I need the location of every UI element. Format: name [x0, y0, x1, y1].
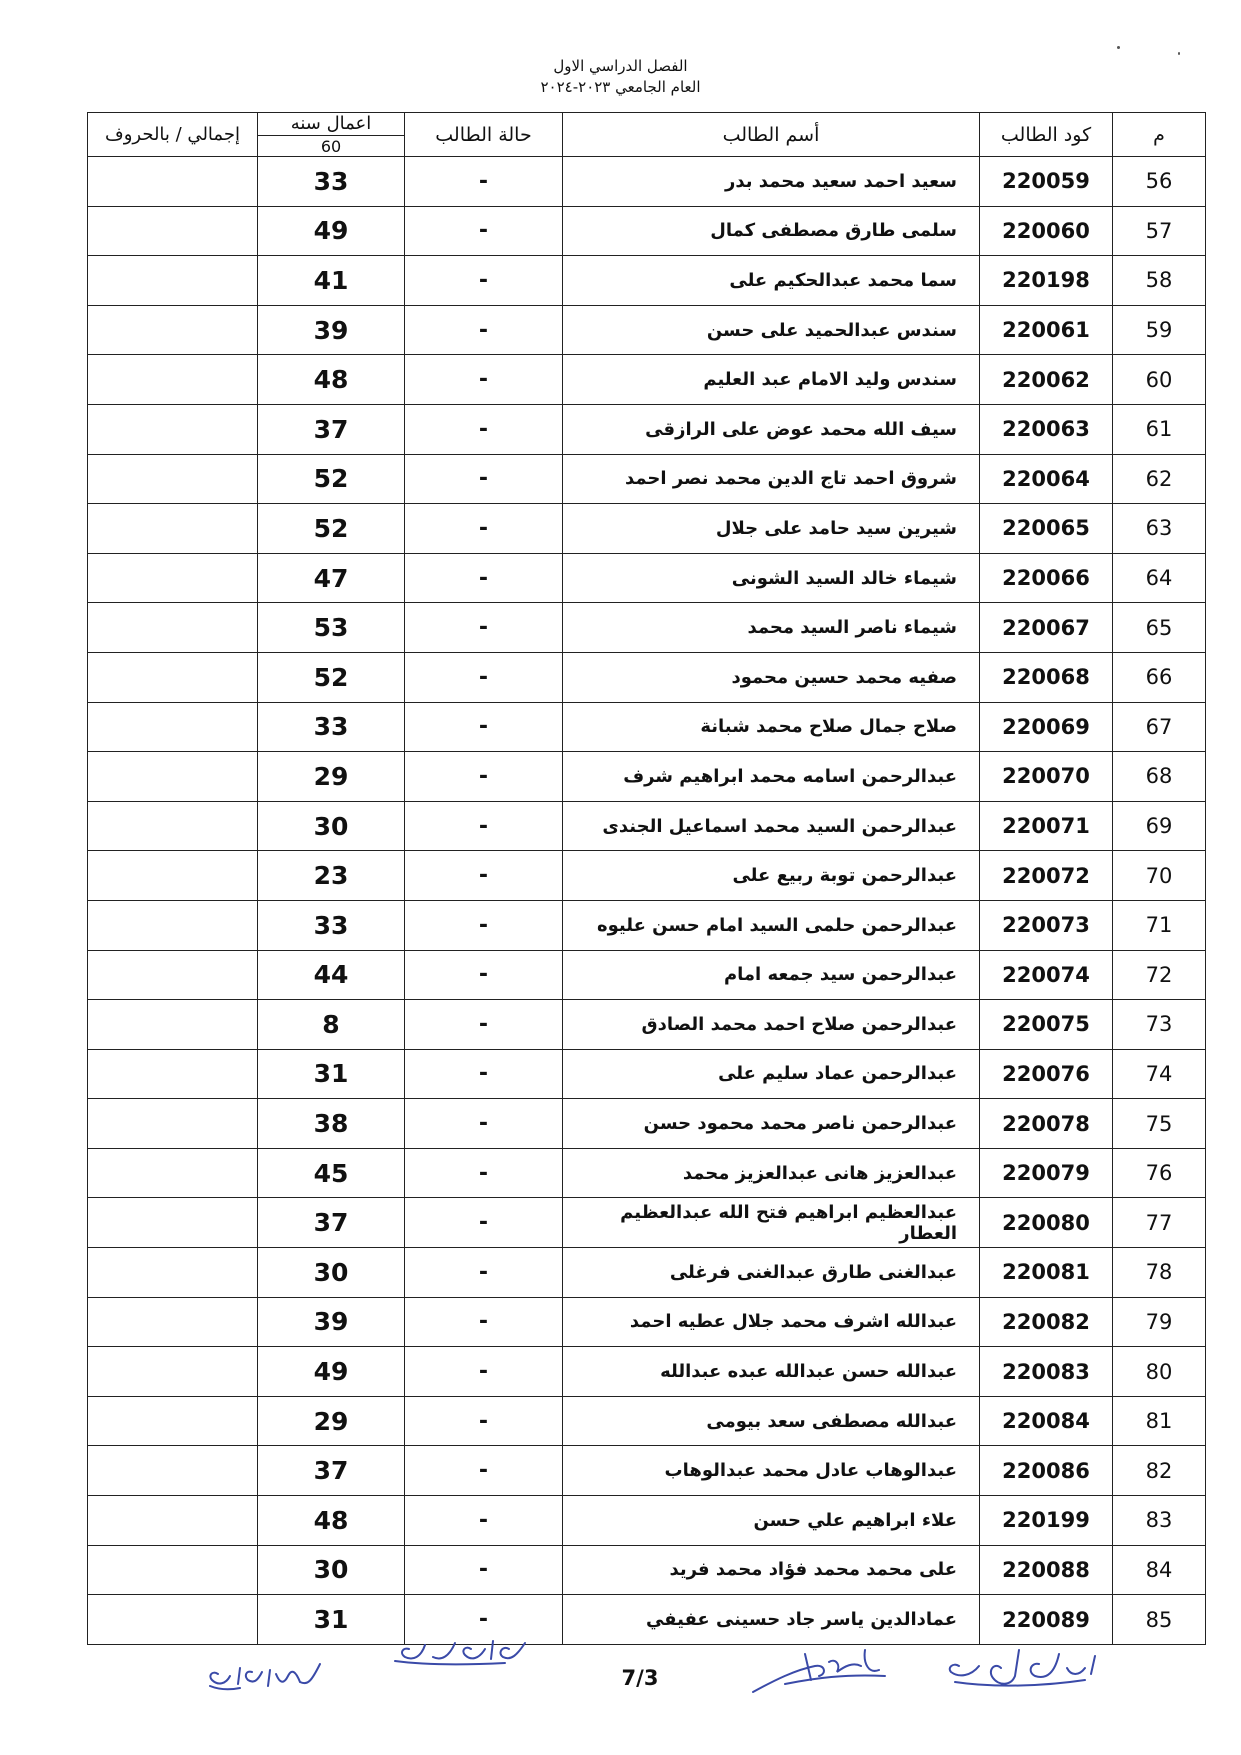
student-status: - [405, 603, 563, 653]
table-row [88, 256, 1206, 306]
total-in-words [88, 652, 258, 702]
year-work-score: 45 [258, 1148, 405, 1198]
total-in-words [88, 1595, 258, 1645]
year-work-score: 48 [258, 355, 405, 405]
row-index: 65 [1113, 603, 1206, 653]
student-code: 220069 [980, 702, 1113, 752]
col-header-name: أسم الطالب [563, 113, 980, 157]
total-in-words [88, 256, 258, 306]
year-work-score: 30 [258, 801, 405, 851]
table-body [88, 157, 1206, 1645]
year-work-score: 33 [258, 702, 405, 752]
row-index: 74 [1113, 1049, 1206, 1099]
student-code: 220079 [980, 1148, 1113, 1198]
student-name: عبدالله مصطفى سعد بيومى [563, 1396, 980, 1446]
student-name: عبدالرحمن عماد سليم على [563, 1049, 980, 1099]
student-code: 220065 [980, 504, 1113, 554]
row-index: 67 [1113, 702, 1206, 752]
table-row [88, 652, 1206, 702]
student-status: - [405, 1297, 563, 1347]
student-name: على محمد محمد فؤاد محمد فريد [563, 1545, 980, 1595]
col-header-work-max: 60 [320, 136, 342, 156]
col-header-total: إجمالي / بالحروف [88, 113, 258, 157]
row-index: 68 [1113, 752, 1206, 802]
year-work-score: 31 [258, 1595, 405, 1645]
student-name: عبدالعزيز هانى عبدالعزيز محمد [563, 1148, 980, 1198]
total-in-words [88, 1049, 258, 1099]
student-code: 220083 [980, 1347, 1113, 1397]
student-name: علاء ابراهيم علي حسن [563, 1496, 980, 1546]
student-code: 220088 [980, 1545, 1113, 1595]
student-status: - [405, 652, 563, 702]
year-work-score: 29 [258, 752, 405, 802]
student-code: 220080 [980, 1198, 1113, 1248]
total-in-words [88, 157, 258, 207]
table-row [88, 702, 1206, 752]
row-index: 83 [1113, 1496, 1206, 1546]
academic-year: العام الجامعي ٢٠٢٣-٢٠٢٤ [540, 78, 701, 96]
total-in-words [88, 1396, 258, 1446]
scan-speck [1178, 52, 1180, 55]
total-in-words [88, 1099, 258, 1149]
student-status: - [405, 851, 563, 901]
year-work-score: 30 [258, 1545, 405, 1595]
total-in-words [88, 603, 258, 653]
student-code: 220086 [980, 1446, 1113, 1496]
table-row [88, 454, 1206, 504]
student-status: - [405, 1496, 563, 1546]
student-code: 220067 [980, 603, 1113, 653]
table-row [88, 950, 1206, 1000]
table-row [88, 1446, 1206, 1496]
student-name: شروق احمد تاج الدين محمد نصر احمد [563, 454, 980, 504]
student-status: - [405, 305, 563, 355]
row-index: 85 [1113, 1595, 1206, 1645]
total-in-words [88, 1198, 258, 1248]
student-code: 220060 [980, 206, 1113, 256]
year-work-score: 23 [258, 851, 405, 901]
student-name: عبدالغنى طارق عبدالغنى فرغلى [563, 1248, 980, 1298]
table-header-row [88, 113, 1206, 157]
row-index: 62 [1113, 454, 1206, 504]
student-status: - [405, 1446, 563, 1496]
student-name: سندس وليد الامام عبد العليم [563, 355, 980, 405]
year-work-score: 44 [258, 950, 405, 1000]
year-work-score: 29 [258, 1396, 405, 1446]
total-in-words [88, 504, 258, 554]
table-row [88, 1148, 1206, 1198]
row-index: 63 [1113, 504, 1206, 554]
year-work-score: 53 [258, 603, 405, 653]
student-status: - [405, 1248, 563, 1298]
total-in-words [88, 1545, 258, 1595]
table-row [88, 504, 1206, 554]
year-work-score: 33 [258, 900, 405, 950]
row-index: 70 [1113, 851, 1206, 901]
table-row [88, 1347, 1206, 1397]
student-status: - [405, 702, 563, 752]
student-code: 220084 [980, 1396, 1113, 1446]
student-code: 220075 [980, 1000, 1113, 1050]
year-work-score: 39 [258, 305, 405, 355]
year-work-score: 48 [258, 1496, 405, 1546]
student-status: - [405, 801, 563, 851]
student-status: - [405, 355, 563, 405]
total-in-words [88, 355, 258, 405]
student-code: 220198 [980, 256, 1113, 306]
table-row [88, 1198, 1206, 1248]
page-number: 7/3 [621, 1666, 659, 1690]
total-in-words [88, 305, 258, 355]
student-status: - [405, 752, 563, 802]
year-work-score: 52 [258, 652, 405, 702]
row-index: 73 [1113, 1000, 1206, 1050]
row-index: 59 [1113, 305, 1206, 355]
total-in-words [88, 752, 258, 802]
year-work-score: 49 [258, 206, 405, 256]
year-work-score: 38 [258, 1099, 405, 1149]
total-in-words [88, 1496, 258, 1546]
student-code: 220072 [980, 851, 1113, 901]
year-work-score: 52 [258, 504, 405, 554]
table-row [88, 603, 1206, 653]
student-status: - [405, 1049, 563, 1099]
student-code: 220063 [980, 404, 1113, 454]
student-code: 220081 [980, 1248, 1113, 1298]
student-status: - [405, 1198, 563, 1248]
student-name: عبدالرحمن حلمى السيد امام حسن عليوه [563, 900, 980, 950]
total-in-words [88, 553, 258, 603]
row-index: 76 [1113, 1148, 1206, 1198]
row-index: 60 [1113, 355, 1206, 405]
student-name: عبدالرحمن صلاح احمد محمد الصادق [563, 1000, 980, 1050]
table-row [88, 1049, 1206, 1099]
signature-left [200, 1650, 330, 1698]
total-in-words [88, 404, 258, 454]
row-index: 58 [1113, 256, 1206, 306]
year-work-score: 33 [258, 157, 405, 207]
total-in-words [88, 950, 258, 1000]
total-in-words [88, 1248, 258, 1298]
table-row [88, 900, 1206, 950]
table-row [88, 1000, 1206, 1050]
student-status: - [405, 950, 563, 1000]
col-header-m: م [1113, 113, 1206, 157]
row-index: 77 [1113, 1198, 1206, 1248]
table-row [88, 1595, 1206, 1645]
col-header-code: كود الطالب [980, 113, 1113, 157]
student-name: سما محمد عبدالحكيم على [563, 256, 980, 306]
table-row [88, 1496, 1206, 1546]
row-index: 78 [1113, 1248, 1206, 1298]
student-code: 220068 [980, 652, 1113, 702]
student-name: عبدالعظيم ابراهيم فتح الله عبدالعظيم العطار [563, 1198, 980, 1248]
row-index: 81 [1113, 1396, 1206, 1446]
signature-middle-left [385, 1635, 535, 1677]
row-index: 66 [1113, 652, 1206, 702]
row-index: 64 [1113, 553, 1206, 603]
row-index: 71 [1113, 900, 1206, 950]
student-name: صلاح جمال صلاح محمد شبانة [563, 702, 980, 752]
student-name: عبدالله حسن عبدالله عبده عبدالله [563, 1347, 980, 1397]
student-name: عبدالرحمن توبة ربيع على [563, 851, 980, 901]
year-work-score: 8 [258, 1000, 405, 1050]
student-status: - [405, 1000, 563, 1050]
student-code: 220074 [980, 950, 1113, 1000]
total-in-words [88, 1000, 258, 1050]
year-work-score: 37 [258, 1198, 405, 1248]
student-name: سندس عبدالحميد على حسن [563, 305, 980, 355]
student-grades-table [87, 112, 1206, 1645]
student-status: - [405, 206, 563, 256]
student-name: سلمى طارق مصطفى كمال [563, 206, 980, 256]
student-status: - [405, 1099, 563, 1149]
student-name: سعيد احمد سعيد محمد بدر [563, 157, 980, 207]
table-row [88, 851, 1206, 901]
student-name: صفيه محمد حسين محمود [563, 652, 980, 702]
year-work-score: 39 [258, 1297, 405, 1347]
student-name: عبدالوهاب عادل محمد عبدالوهاب [563, 1446, 980, 1496]
row-index: 84 [1113, 1545, 1206, 1595]
student-name: عمادالدين ياسر جاد حسينى عفيفي [563, 1595, 980, 1645]
col-header-work-label: اعمال سنه [258, 113, 404, 136]
student-name: شيرين سيد حامد على جلال [563, 504, 980, 554]
student-status: - [405, 1595, 563, 1645]
student-status: - [405, 504, 563, 554]
student-status: - [405, 404, 563, 454]
student-code: 220082 [980, 1297, 1113, 1347]
row-index: 75 [1113, 1099, 1206, 1149]
row-index: 72 [1113, 950, 1206, 1000]
student-name: شيماء خالد السيد الشونى [563, 553, 980, 603]
student-name: عبدالرحمن اسامه محمد ابراهيم شرف [563, 752, 980, 802]
table-row [88, 404, 1206, 454]
student-name: شيماء ناصر السيد محمد [563, 603, 980, 653]
year-work-score: 31 [258, 1049, 405, 1099]
student-code: 220061 [980, 305, 1113, 355]
total-in-words [88, 1446, 258, 1496]
student-code: 220089 [980, 1595, 1113, 1645]
total-in-words [88, 206, 258, 256]
table-row [88, 801, 1206, 851]
table-row [88, 553, 1206, 603]
row-index: 69 [1113, 801, 1206, 851]
student-name: عبدالرحمن سيد جمعه امام [563, 950, 980, 1000]
table-row [88, 1297, 1206, 1347]
col-header-work [258, 113, 405, 157]
student-name: عبدالله اشرف محمد جلال عطيه احمد [563, 1297, 980, 1347]
student-status: - [405, 454, 563, 504]
student-code: 220071 [980, 801, 1113, 851]
student-status: - [405, 1396, 563, 1446]
student-code: 220070 [980, 752, 1113, 802]
student-status: - [405, 1347, 563, 1397]
scan-speck [1117, 46, 1120, 49]
semester-title: الفصل الدراسي الاول [553, 57, 688, 75]
student-code: 220062 [980, 355, 1113, 405]
row-index: 57 [1113, 206, 1206, 256]
year-work-score: 52 [258, 454, 405, 504]
col-header-status: حالة الطالب [405, 113, 563, 157]
table-row [88, 1099, 1206, 1149]
year-work-score: 37 [258, 1446, 405, 1496]
student-code: 220078 [980, 1099, 1113, 1149]
student-status: - [405, 1148, 563, 1198]
row-index: 82 [1113, 1446, 1206, 1496]
year-work-score: 30 [258, 1248, 405, 1298]
total-in-words [88, 851, 258, 901]
student-status: - [405, 900, 563, 950]
total-in-words [88, 1148, 258, 1198]
student-name: سيف الله محمد عوض على الرازقى [563, 404, 980, 454]
table-row [88, 1248, 1206, 1298]
student-code: 220064 [980, 454, 1113, 504]
total-in-words [88, 702, 258, 752]
table-row [88, 206, 1206, 256]
signature-right [935, 1642, 1105, 1694]
student-name: عبدالرحمن ناصر محمد محمود حسن [563, 1099, 980, 1149]
student-code: 220066 [980, 553, 1113, 603]
table-row [88, 1545, 1206, 1595]
row-index: 61 [1113, 404, 1206, 454]
row-index: 80 [1113, 1347, 1206, 1397]
student-status: - [405, 256, 563, 306]
table-row [88, 305, 1206, 355]
row-index: 56 [1113, 157, 1206, 207]
year-work-score: 37 [258, 404, 405, 454]
year-work-score: 41 [258, 256, 405, 306]
total-in-words [88, 801, 258, 851]
table-row [88, 1396, 1206, 1446]
student-status: - [405, 553, 563, 603]
table-row [88, 355, 1206, 405]
student-code: 220199 [980, 1496, 1113, 1546]
total-in-words [88, 1347, 258, 1397]
total-in-words [88, 900, 258, 950]
student-code: 220073 [980, 900, 1113, 950]
student-code: 220076 [980, 1049, 1113, 1099]
total-in-words [88, 1297, 258, 1347]
student-status: - [405, 1545, 563, 1595]
row-index: 79 [1113, 1297, 1206, 1347]
table-row [88, 752, 1206, 802]
student-status: - [405, 157, 563, 207]
total-in-words [88, 454, 258, 504]
signature-middle [745, 1640, 895, 1700]
year-work-score: 49 [258, 1347, 405, 1397]
student-name: عبدالرحمن السيد محمد اسماعيل الجندى [563, 801, 980, 851]
year-work-score: 47 [258, 553, 405, 603]
student-code: 220059 [980, 157, 1113, 207]
table-row [88, 157, 1206, 207]
